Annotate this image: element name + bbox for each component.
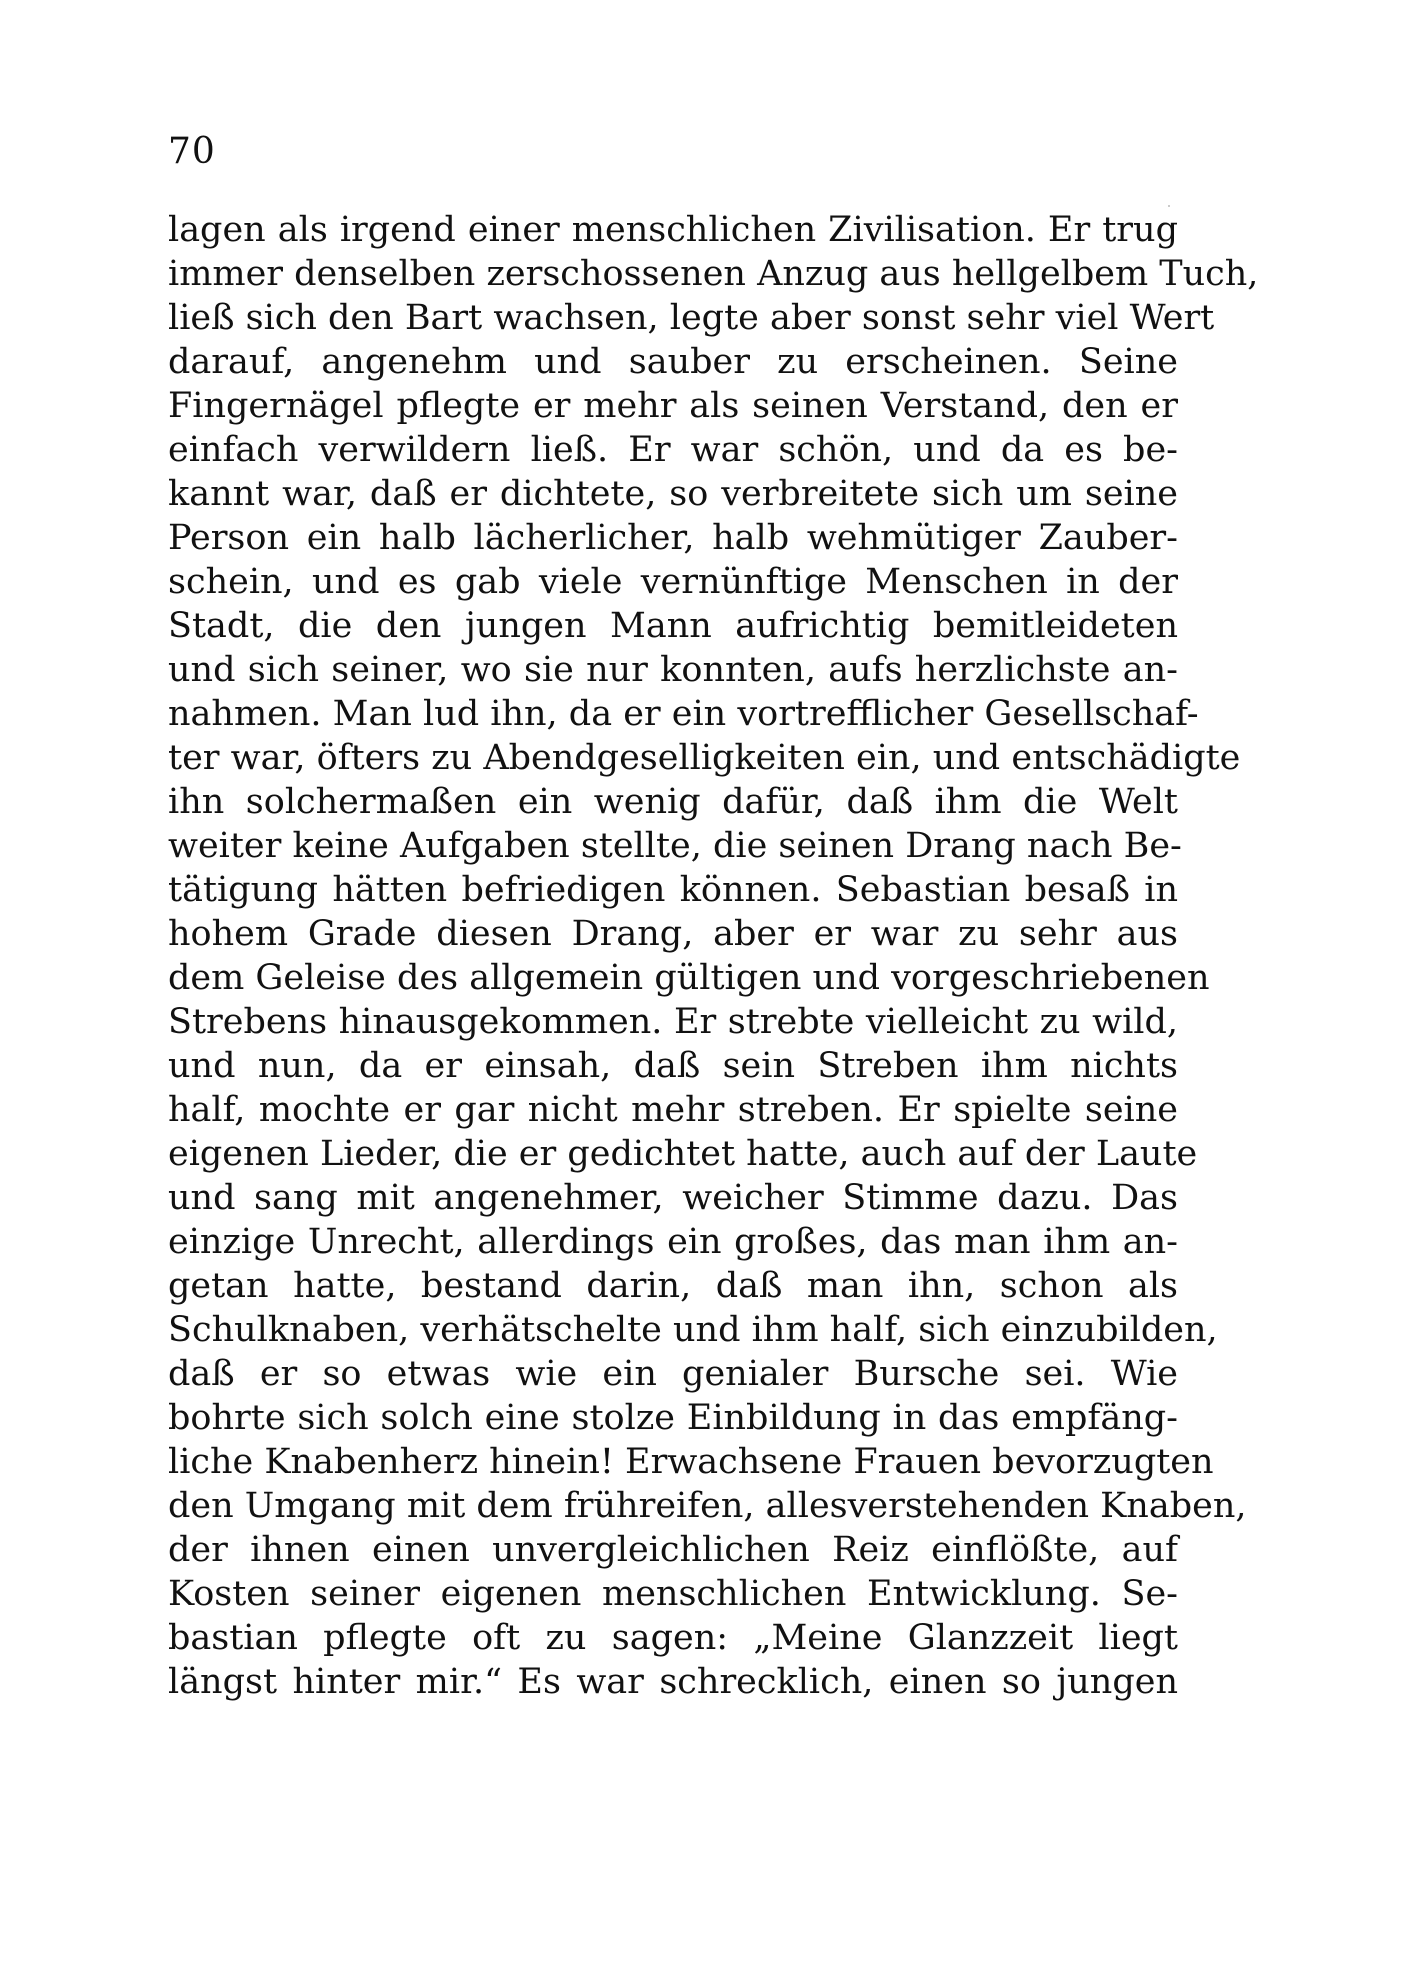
- text-line: tätigung hätten befriedigen können. Sebastian besaß in: [168, 870, 1178, 910]
- text-line: kannt war, daß er dichtete, so verbreitete sich um seine: [168, 474, 1178, 514]
- text-line: bastian pflegte oft zu sagen: „Meine Glanzzeit liegt: [168, 1618, 1178, 1658]
- text-line: den Umgang mit dem frühreifen, allesverstehenden Knaben,: [168, 1486, 1247, 1526]
- text-line: Fingernägel pflegte er mehr als seinen Verstand, den er: [168, 386, 1178, 426]
- text-line: Strebens hinausgekommen. Er strebte vielleicht zu wild,: [168, 1002, 1178, 1042]
- text-line: darauf, angenehm und sauber zu erscheinen. Seine: [168, 342, 1178, 382]
- text-line: längst hinter mir.“ Es war schrecklich, einen so jungen: [168, 1662, 1178, 1702]
- page-number: 70: [168, 131, 216, 172]
- text-line: Kosten seiner eigenen menschlichen Entwicklung. Se-: [168, 1574, 1178, 1614]
- text-line: und nun, da er einsah, daß sein Streben ihm nichts: [168, 1046, 1178, 1086]
- text-line: schein, und es gab viele vernünftige Menschen in der: [168, 562, 1178, 602]
- text-line: immer denselben zerschossenen Anzug aus hellgelbem Tuch,: [168, 254, 1259, 294]
- text-line: Stadt, die den jungen Mann aufrichtig bemitleideten: [168, 606, 1178, 646]
- text-line: liche Knabenherz hinein! Erwachsene Frauen bevorzugten: [168, 1442, 1214, 1482]
- text-line: Schulknaben, verhätschelte und ihm half, sich einzubilden,: [168, 1310, 1218, 1350]
- text-line: der ihnen einen unvergleichlichen Reiz einflößte, auf: [168, 1530, 1178, 1570]
- body-text: [168, 208, 1259, 1704]
- text-line: und sich seiner, wo sie nur konnten, aufs herzlichste an-: [168, 650, 1178, 690]
- text-line: ließ sich den Bart wachsen, legte aber sonst sehr viel Wert: [168, 298, 1215, 338]
- text-line: Person ein halb lächerlicher, halb wehmütiger Zauber-: [168, 518, 1178, 558]
- text-line: und sang mit angenehmer, weicher Stimme dazu. Das: [168, 1178, 1178, 1218]
- text-line: lagen als irgend einer menschlichen Zivilisation. Er trug: [168, 210, 1178, 250]
- text-line: ter war, öfters zu Abendgeselligkeiten ein, und entschädigte: [168, 738, 1241, 778]
- text-line: einzige Unrecht, allerdings ein großes, das man ihm an-: [168, 1222, 1178, 1262]
- text-line: getan hatte, bestand darin, daß man ihn, schon als: [168, 1266, 1178, 1306]
- text-line: half, mochte er gar nicht mehr streben. Er spielte seine: [168, 1090, 1178, 1130]
- text-line: ihn solchermaßen ein wenig dafür, daß ihm die Welt: [168, 782, 1178, 822]
- text-line: bohrte sich solch eine stolze Einbildung in das empfäng-: [168, 1398, 1178, 1438]
- text-line: weiter keine Aufgaben stellte, die seinen Drang nach Be-: [168, 826, 1182, 866]
- paper-speck: [1168, 205, 1170, 207]
- text-line: einfach verwildern ließ. Er war schön, und da es be-: [168, 430, 1178, 470]
- text-line: nahmen. Man lud ihn, da er ein vortrefflicher Gesellschaf-: [168, 694, 1199, 734]
- text-line: eigenen Lieder, die er gedichtet hatte, auch auf der Laute: [168, 1134, 1198, 1174]
- text-line: hohem Grade diesen Drang, aber er war zu sehr aus: [168, 914, 1178, 954]
- text-line: daß er so etwas wie ein genialer Bursche sei. Wie: [168, 1354, 1178, 1394]
- text-line: dem Geleise des allgemein gültigen und vorgeschriebenen: [168, 958, 1210, 998]
